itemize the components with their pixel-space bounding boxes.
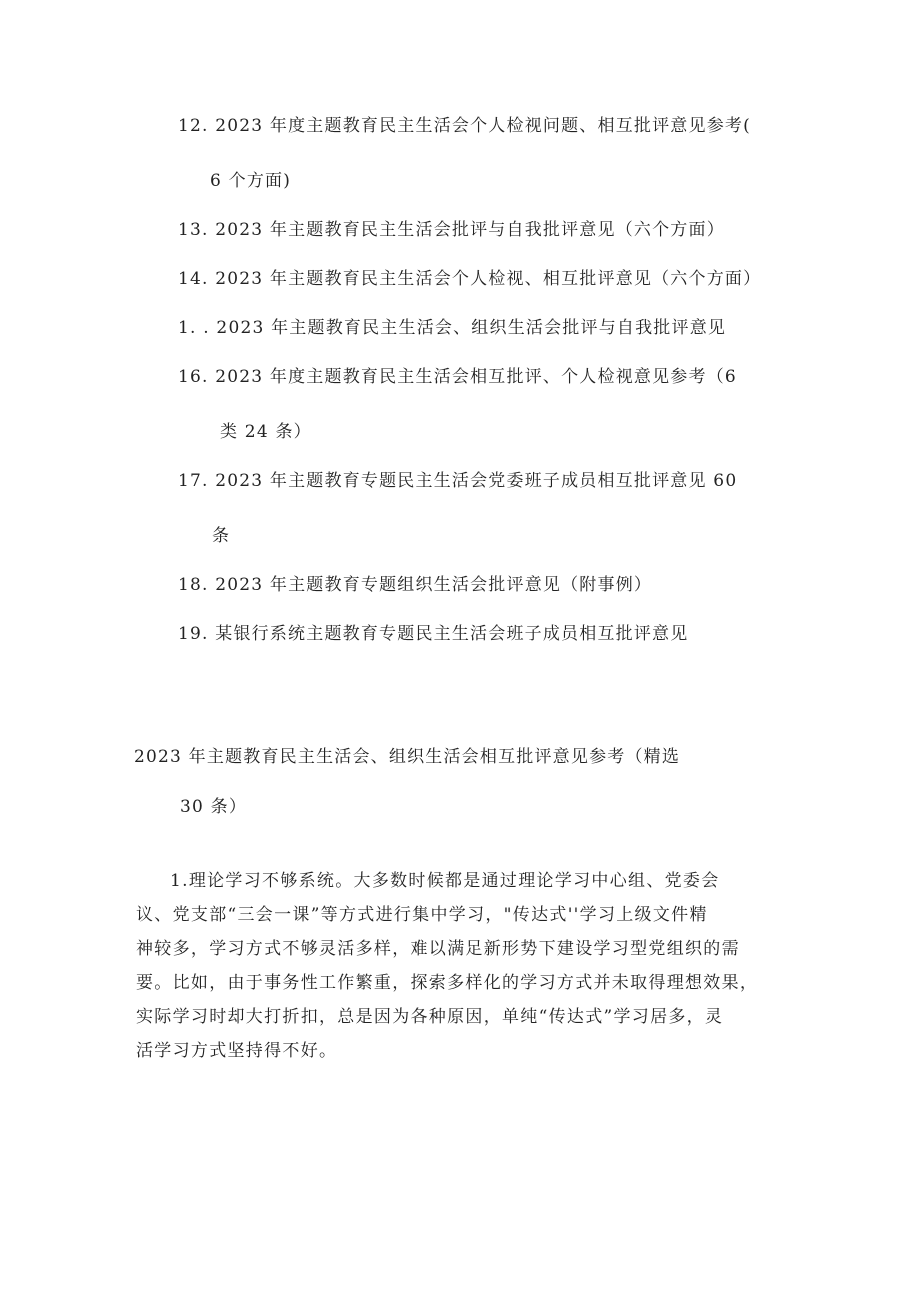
body-paragraph (136, 864, 796, 1068)
toc-item-line: 19. 某银行系统主题教育专题民主生活会班子成员相互批评意见 (178, 624, 689, 644)
toc-item-15 (178, 316, 808, 340)
section-title-continuation: 30 条） (180, 797, 248, 817)
toc-item-17 (178, 469, 808, 548)
toc-item-line: 16. 2023 年度主题教育民主生活会相互批评、个人检视意见参考（6 (178, 367, 737, 387)
toc-item-line: 1. . 2023 年主题教育民主生活会、组织生活会批评与自我批评意见 (178, 318, 727, 338)
toc-item-continuation: 类 24 条） (220, 422, 312, 442)
paragraph-line: 1.理论学习不够系统。大多数时候都是通过理论学习中心组、党委会 (170, 871, 720, 891)
table-of-contents (178, 114, 808, 646)
toc-item-line: 13. 2023 年主题教育民主生活会批评与自我批评意见（六个方面） (178, 220, 725, 240)
toc-item-12 (178, 114, 808, 193)
toc-item-line: 17. 2023 年主题教育专题民主生活会党委班子成员相互批评意见 60 (178, 471, 738, 491)
toc-item-continuation: 条 (212, 526, 231, 546)
paragraph-line: 活学习方式坚持得不好。 (136, 1041, 338, 1061)
paragraph-line: 议、党支部“三会一课”等方式进行集中学习，"传达式''学习上级文件精 (136, 905, 708, 925)
toc-item-16 (178, 365, 808, 444)
toc-item-line: 18. 2023 年主题教育专题组织生活会批评意见（附事例） (178, 575, 653, 595)
toc-item-19 (178, 622, 808, 646)
toc-item-18 (178, 573, 808, 597)
paragraph-line: 要。比如，由于事务性工作繁重，探索多样化的学习方式并未取得理想效果， (136, 973, 759, 993)
toc-item-13 (178, 218, 808, 242)
paragraph-line: 实际学习时却大打折扣，总是因为各种原因，单纯“传达式”学习居多，灵 (136, 1007, 724, 1027)
toc-item-line: 12. 2023 年度主题教育民主生活会个人检视问题、相互批评意见参考( (178, 116, 751, 136)
paragraph-line: 神较多，学习方式不够灵活多样，难以满足新形势下建设学习型党组织的需 (136, 939, 740, 959)
toc-item-line: 14. 2023 年主题教育民主生活会个人检视、相互批评意见（六个方面） (178, 269, 762, 289)
toc-item-14 (178, 267, 808, 291)
section-title: 2023 年主题教育民主生活会、组织生活会相互批评意见参考（精选 (134, 747, 681, 767)
toc-item-continuation: 6 个方面) (210, 171, 292, 191)
